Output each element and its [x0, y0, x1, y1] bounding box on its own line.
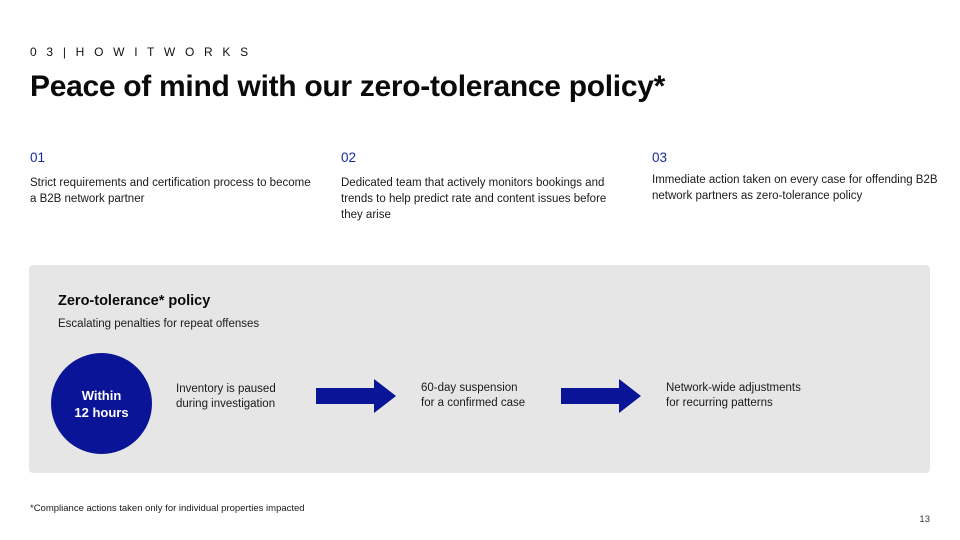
step-1: [30, 150, 320, 207]
stage-inventory-paused: Inventory is paused during investigation: [176, 383, 276, 410]
arrow-right-icon: [316, 379, 396, 413]
step-description: Strict requirements and certification process to become a B2B network partner: [30, 177, 311, 205]
stage-network-adjustments: Network-wide adjustments for recurring patterns: [666, 382, 801, 409]
step-description: Dedicated team that actively monitors bookings and trends to help predict rate and content issues before they arise: [341, 177, 607, 221]
section-eyebrow: 0 3 | H O W I T W O R K S: [30, 45, 252, 59]
policy-title: Zero-tolerance* policy: [58, 293, 211, 309]
step-number: 03: [652, 150, 668, 165]
stage-suspension: 60-day suspension for a confirmed case: [421, 382, 526, 409]
step-number: 02: [341, 150, 357, 165]
arrow-right-icon: [561, 379, 641, 413]
step-3: [652, 150, 942, 204]
page-title: Peace of mind with our zero-tolerance policy*: [30, 70, 665, 103]
policy-subtitle: Escalating penalties for repeat offenses: [58, 318, 260, 330]
step-number: 01: [30, 150, 46, 165]
page-number: 13: [919, 514, 930, 525]
step-2: [341, 150, 631, 223]
footnote: *Compliance actions taken only for individual properties impacted: [30, 503, 305, 514]
timer-text: Within 12 hours: [74, 387, 129, 420]
timer-badge: [51, 353, 152, 454]
step-description: Immediate action taken on every case for offending B2B network partners as zero-tolerance policy: [652, 174, 938, 202]
policy-panel: [29, 265, 930, 473]
